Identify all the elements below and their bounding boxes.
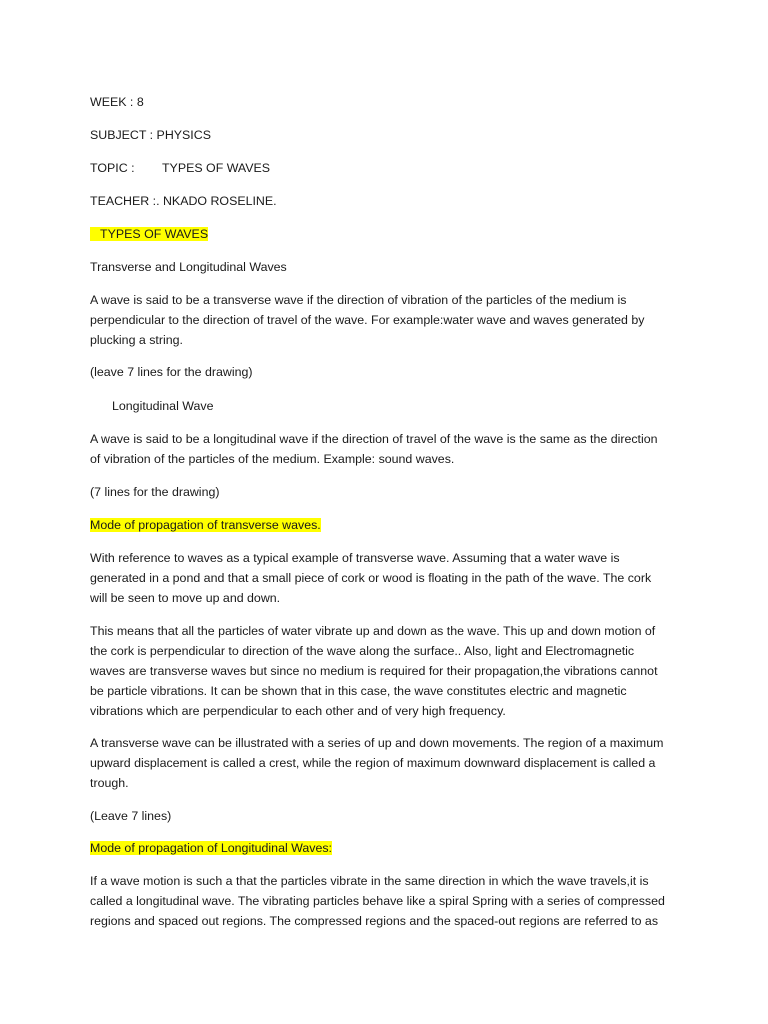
topic-value: TYPES OF WAVES xyxy=(161,161,271,175)
paragraph-line: called a longitudinal wave. The vibrating particles behave like a spiral Spring with a series of compressed xyxy=(90,894,665,908)
paragraph-line: A transverse wave can be illustrated with a series of up and down movements. The region of a maximum xyxy=(90,736,664,750)
paragraph-longitudinal-definition xyxy=(90,429,682,469)
paragraph-crest-trough xyxy=(90,733,682,793)
drawing-note-1: (leave 7 lines for the drawing) xyxy=(90,365,253,379)
drawing-note-2: (7 lines for the drawing) xyxy=(90,485,220,499)
topic-label: TOPIC : xyxy=(90,161,135,175)
paragraph-line: generated in a pond and that a small piece of cork or wood is floating in the path of the wave. The cork xyxy=(90,571,652,585)
paragraph-longitudinal-explanation xyxy=(90,871,682,931)
paragraph-line: A wave is said to be a transverse wave if the direction of vibration of the particles of the medium is xyxy=(90,293,627,307)
paragraph-line: trough. xyxy=(90,776,129,790)
paragraph-line: be particle vibrations. It can be shown that in this case, the wave constitutes electric and magnetic xyxy=(90,684,627,698)
paragraph-transverse-definition xyxy=(90,290,682,350)
paragraph-line: This means that all the particles of water vibrate up and down as the wave. This up and down motion of xyxy=(90,624,656,638)
section-heading-text: TYPES OF WAVES xyxy=(90,227,208,241)
paragraph-transverse-explanation xyxy=(90,621,682,721)
topic-line xyxy=(90,158,270,178)
paragraph-line: A wave is said to be a longitudinal wave if the direction of travel of the wave is the same as the direction xyxy=(90,432,658,446)
paragraph-line: upward displacement is called a crest, while the region of maximum downward displacement is called a xyxy=(90,756,656,770)
paragraph-transverse-example xyxy=(90,548,682,608)
mode-longitudinal-heading-text: Mode of propagation of Longitudinal Waves: xyxy=(90,841,333,855)
paragraph-line: the cork is perpendicular to direction of the wave along the surface.. Also, light and Electromagnetic xyxy=(90,644,635,658)
paragraph-line: waves are transverse waves but since no medium is required for their propagation,the vibrations cannot xyxy=(90,664,658,678)
week-line: WEEK : 8 xyxy=(90,95,144,109)
subheading-transverse-longitudinal: Transverse and Longitudinal Waves xyxy=(90,260,287,274)
paragraph-line: If a wave motion is such a that the particles vibrate in the same direction in which the wave travels,it is xyxy=(90,874,649,888)
paragraph-line: regions and spaced out regions. The compressed regions and the spaced-out regions are referred to as xyxy=(90,914,659,928)
drawing-note-3: (Leave 7 lines) xyxy=(90,809,172,823)
paragraph-line: plucking a string. xyxy=(90,333,183,347)
mode-transverse-heading xyxy=(90,515,321,535)
paragraph-line: vibrations which are perpendicular to each other and of very high frequency. xyxy=(90,704,506,718)
subject-line: SUBJECT : PHYSICS xyxy=(90,128,211,142)
section-heading xyxy=(90,224,208,244)
paragraph-line: of vibration of the particles of the medium. Example: sound waves. xyxy=(90,452,455,466)
longitudinal-heading: Longitudinal Wave xyxy=(112,399,214,413)
paragraph-line: will be seen to move up and down. xyxy=(90,591,281,605)
paragraph-line: With reference to waves as a typical example of transverse wave. Assuming that a water wave is xyxy=(90,551,620,565)
paragraph-line: perpendicular to the direction of travel of the wave. For example:water wave and waves generated by xyxy=(90,313,645,327)
mode-transverse-heading-text: Mode of propagation of transverse waves. xyxy=(90,518,321,532)
mode-longitudinal-heading xyxy=(90,838,332,858)
teacher-line: TEACHER :. NKADO ROSELINE. xyxy=(90,194,277,208)
